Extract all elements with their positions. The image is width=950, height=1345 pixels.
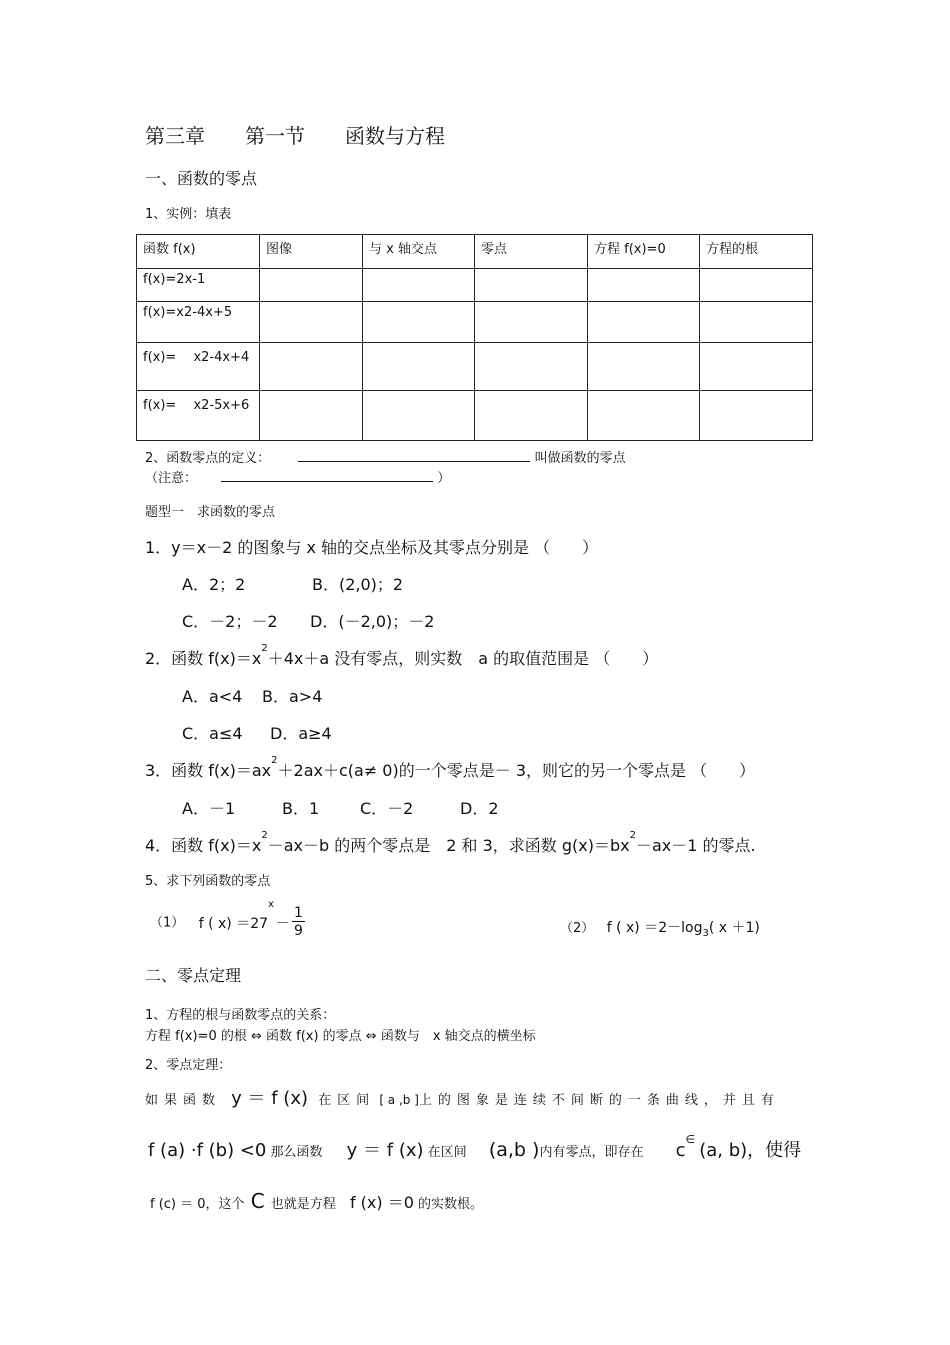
theorem-formula: f (c) ＝ 0，这个	[150, 1197, 245, 1212]
theorem-text: 如果函数	[145, 1093, 222, 1108]
relation-statement: 方程 f(x)=0 的根 ⇔ 函数 f(x) 的零点 ⇔ 函数与 x 轴交点的横坐标	[145, 1029, 536, 1044]
note-close: ）	[437, 471, 451, 486]
theorem-formula: y ＝ f (x)	[346, 1140, 424, 1161]
q4-stem-post: －ax－1 的零点.	[635, 836, 756, 855]
fraction-numerator: 1	[293, 905, 303, 921]
definition-line	[145, 447, 626, 466]
note-open: （注意：	[145, 471, 198, 486]
q2-option-a: A．a<4	[182, 687, 243, 706]
table-row	[137, 391, 813, 441]
section1-heading: 一、函数的零点	[145, 169, 258, 188]
q4-stem-pre: 4．函数 f(x)＝x	[145, 836, 262, 855]
question-5-label: 5、求下列函数的零点	[145, 874, 271, 889]
q5-part-2	[560, 917, 760, 939]
q2-stem-pre: 2．函数 f(x)＝x	[145, 649, 262, 668]
table-cell	[588, 269, 700, 302]
q4-stem-mid: －ax－b 的两个零点是 2 和 3，求函数 g(x)＝bx	[267, 836, 630, 855]
table-header-cell: 方程的根	[700, 235, 813, 269]
table-cell	[700, 391, 813, 441]
q3-option-b: B．1	[282, 799, 320, 818]
theorem-text: 的实数根。	[418, 1197, 484, 1212]
section2-heading: 二、零点定理	[145, 966, 242, 985]
theorem-formula: f (x) ＝0	[349, 1193, 414, 1212]
q4-stem-sup1: 2	[261, 830, 268, 841]
table-cell	[363, 343, 475, 391]
note-blank	[221, 469, 433, 482]
theorem-text: 在区间	[427, 1145, 467, 1160]
q1-option-b: B．(2,0)；2	[312, 575, 404, 594]
theorem-text: 那么函数	[270, 1145, 323, 1160]
element-of-symbol: ∈	[685, 1133, 696, 1146]
table-cell	[588, 391, 700, 441]
theorem-text: 在区间	[318, 1093, 376, 1108]
theorem-formula: f (a) ·f (b) <0	[148, 1140, 267, 1161]
theorem-line-1	[145, 1084, 780, 1110]
question-2-stem	[145, 643, 659, 669]
q3-stem-sup: 2	[271, 755, 278, 766]
q4-stem-sup2: 2	[629, 830, 636, 841]
q3-stem-post: ＋2ax＋c(a≠ 0)的一个零点是－ 3，则它的另一个零点是 （ ）	[277, 761, 756, 780]
q5-part-1-expr: f ( x) ＝27	[198, 915, 269, 932]
theorem-text: 上的图象是连续不间断的一条曲线，并且有	[418, 1093, 780, 1108]
definition-suffix: 叫做函数的零点	[534, 451, 626, 466]
q3-stem-pre: 3．函数 f(x)＝ax	[145, 761, 272, 780]
table-cell	[260, 269, 363, 302]
question-type-label: 题型一 求函数的零点	[145, 505, 276, 520]
question-4-stem	[145, 830, 756, 856]
theorem-text: 也就是方程	[270, 1197, 336, 1212]
q2-stem-post: ＋4x＋a 没有零点，则实数 a 的取值范围是 （ ）	[267, 649, 659, 668]
q2-option-b: B．a>4	[262, 687, 323, 706]
table-cell	[700, 343, 813, 391]
theorem-interval: (a,b )	[488, 1139, 540, 1161]
note-line	[145, 467, 450, 486]
q1-option-a: A．2；2	[182, 575, 246, 594]
table-cell: f(x)= x2-4x+4	[137, 343, 260, 391]
q1-option-c: C．－2；－2	[182, 612, 278, 631]
table-cell	[588, 302, 700, 343]
theorem-text: 内有零点，即存在	[539, 1145, 644, 1160]
table-row	[137, 302, 813, 343]
q5-part-2-expr: f ( x) ＝2－log	[606, 920, 703, 936]
q3-option-d: D．2	[460, 799, 499, 818]
theorem-line-2	[148, 1133, 802, 1162]
fraction-denominator: 9	[293, 923, 303, 939]
q2-option-d: D．a≥4	[270, 724, 332, 743]
q5-part-1-exponent: x	[268, 899, 274, 910]
theorem-variable: c	[675, 1140, 686, 1161]
q2-option-c: C．a≤4	[182, 724, 243, 743]
page-title: 第三章 第一节 函数与方程	[145, 124, 445, 148]
table-row	[137, 343, 813, 391]
table-cell	[260, 302, 363, 343]
table-cell	[588, 343, 700, 391]
q3-option-a: A．－1	[182, 799, 236, 818]
table-cell	[475, 391, 588, 441]
theorem-interval: (a, b)，使得	[699, 1140, 802, 1161]
theorem-variable: C	[250, 1189, 265, 1213]
table-row	[137, 269, 813, 302]
q3-option-c: C．－2	[360, 799, 414, 818]
q5-part-1	[150, 899, 305, 940]
q5-part-1-number: （1）	[150, 915, 185, 931]
question-1-stem: 1．y＝x－2 的图象与 x 轴的交点坐标及其零点分别是 （ ）	[145, 538, 599, 557]
theorem-interval: [ a ,b ]	[379, 1093, 419, 1107]
table-header-cell: 图像	[260, 235, 363, 269]
table-cell	[363, 269, 475, 302]
table-cell: f(x)=2x-1	[137, 269, 260, 302]
definition-blank	[298, 449, 530, 462]
q5-part-1-minus: －	[275, 915, 290, 932]
q1-option-d: D．(－2,0)；－2	[310, 612, 435, 631]
question-3-stem	[145, 755, 756, 781]
q5-part-2-log-base: 3	[702, 927, 709, 939]
table-header-cell: 函数 f(x)	[137, 235, 260, 269]
table-cell	[260, 343, 363, 391]
q2-stem-sup: 2	[261, 643, 268, 654]
relation-label: 1、方程的根与函数零点的关系：	[145, 1008, 336, 1023]
q5-part-2-argument: ( x ＋1)	[708, 920, 760, 936]
table-cell	[363, 391, 475, 441]
table-header-cell: 与 x 轴交点	[363, 235, 475, 269]
table-cell	[475, 343, 588, 391]
table-cell	[700, 269, 813, 302]
table-header-cell: 零点	[475, 235, 588, 269]
table-cell	[475, 302, 588, 343]
table-cell	[700, 302, 813, 343]
theorem-line-3	[150, 1189, 483, 1213]
table-cell: f(x)= x2-5x+6	[137, 391, 260, 441]
example-label: 1、实例：填表	[145, 207, 232, 222]
table-cell	[363, 302, 475, 343]
fraction	[292, 905, 305, 940]
fill-in-table	[136, 234, 813, 441]
table-header-cell: 方程 f(x)=0	[588, 235, 700, 269]
theorem-label: 2、零点定理：	[145, 1058, 232, 1073]
q5-part-2-number: （2）	[560, 921, 595, 936]
table-cell	[260, 391, 363, 441]
theorem-formula: y ＝ f (x)	[231, 1088, 309, 1109]
definition-label: 2、函数零点的定义：	[145, 451, 271, 466]
table-cell	[475, 269, 588, 302]
table-header-row	[137, 235, 813, 269]
table-cell: f(x)=x2-4x+5	[137, 302, 260, 343]
